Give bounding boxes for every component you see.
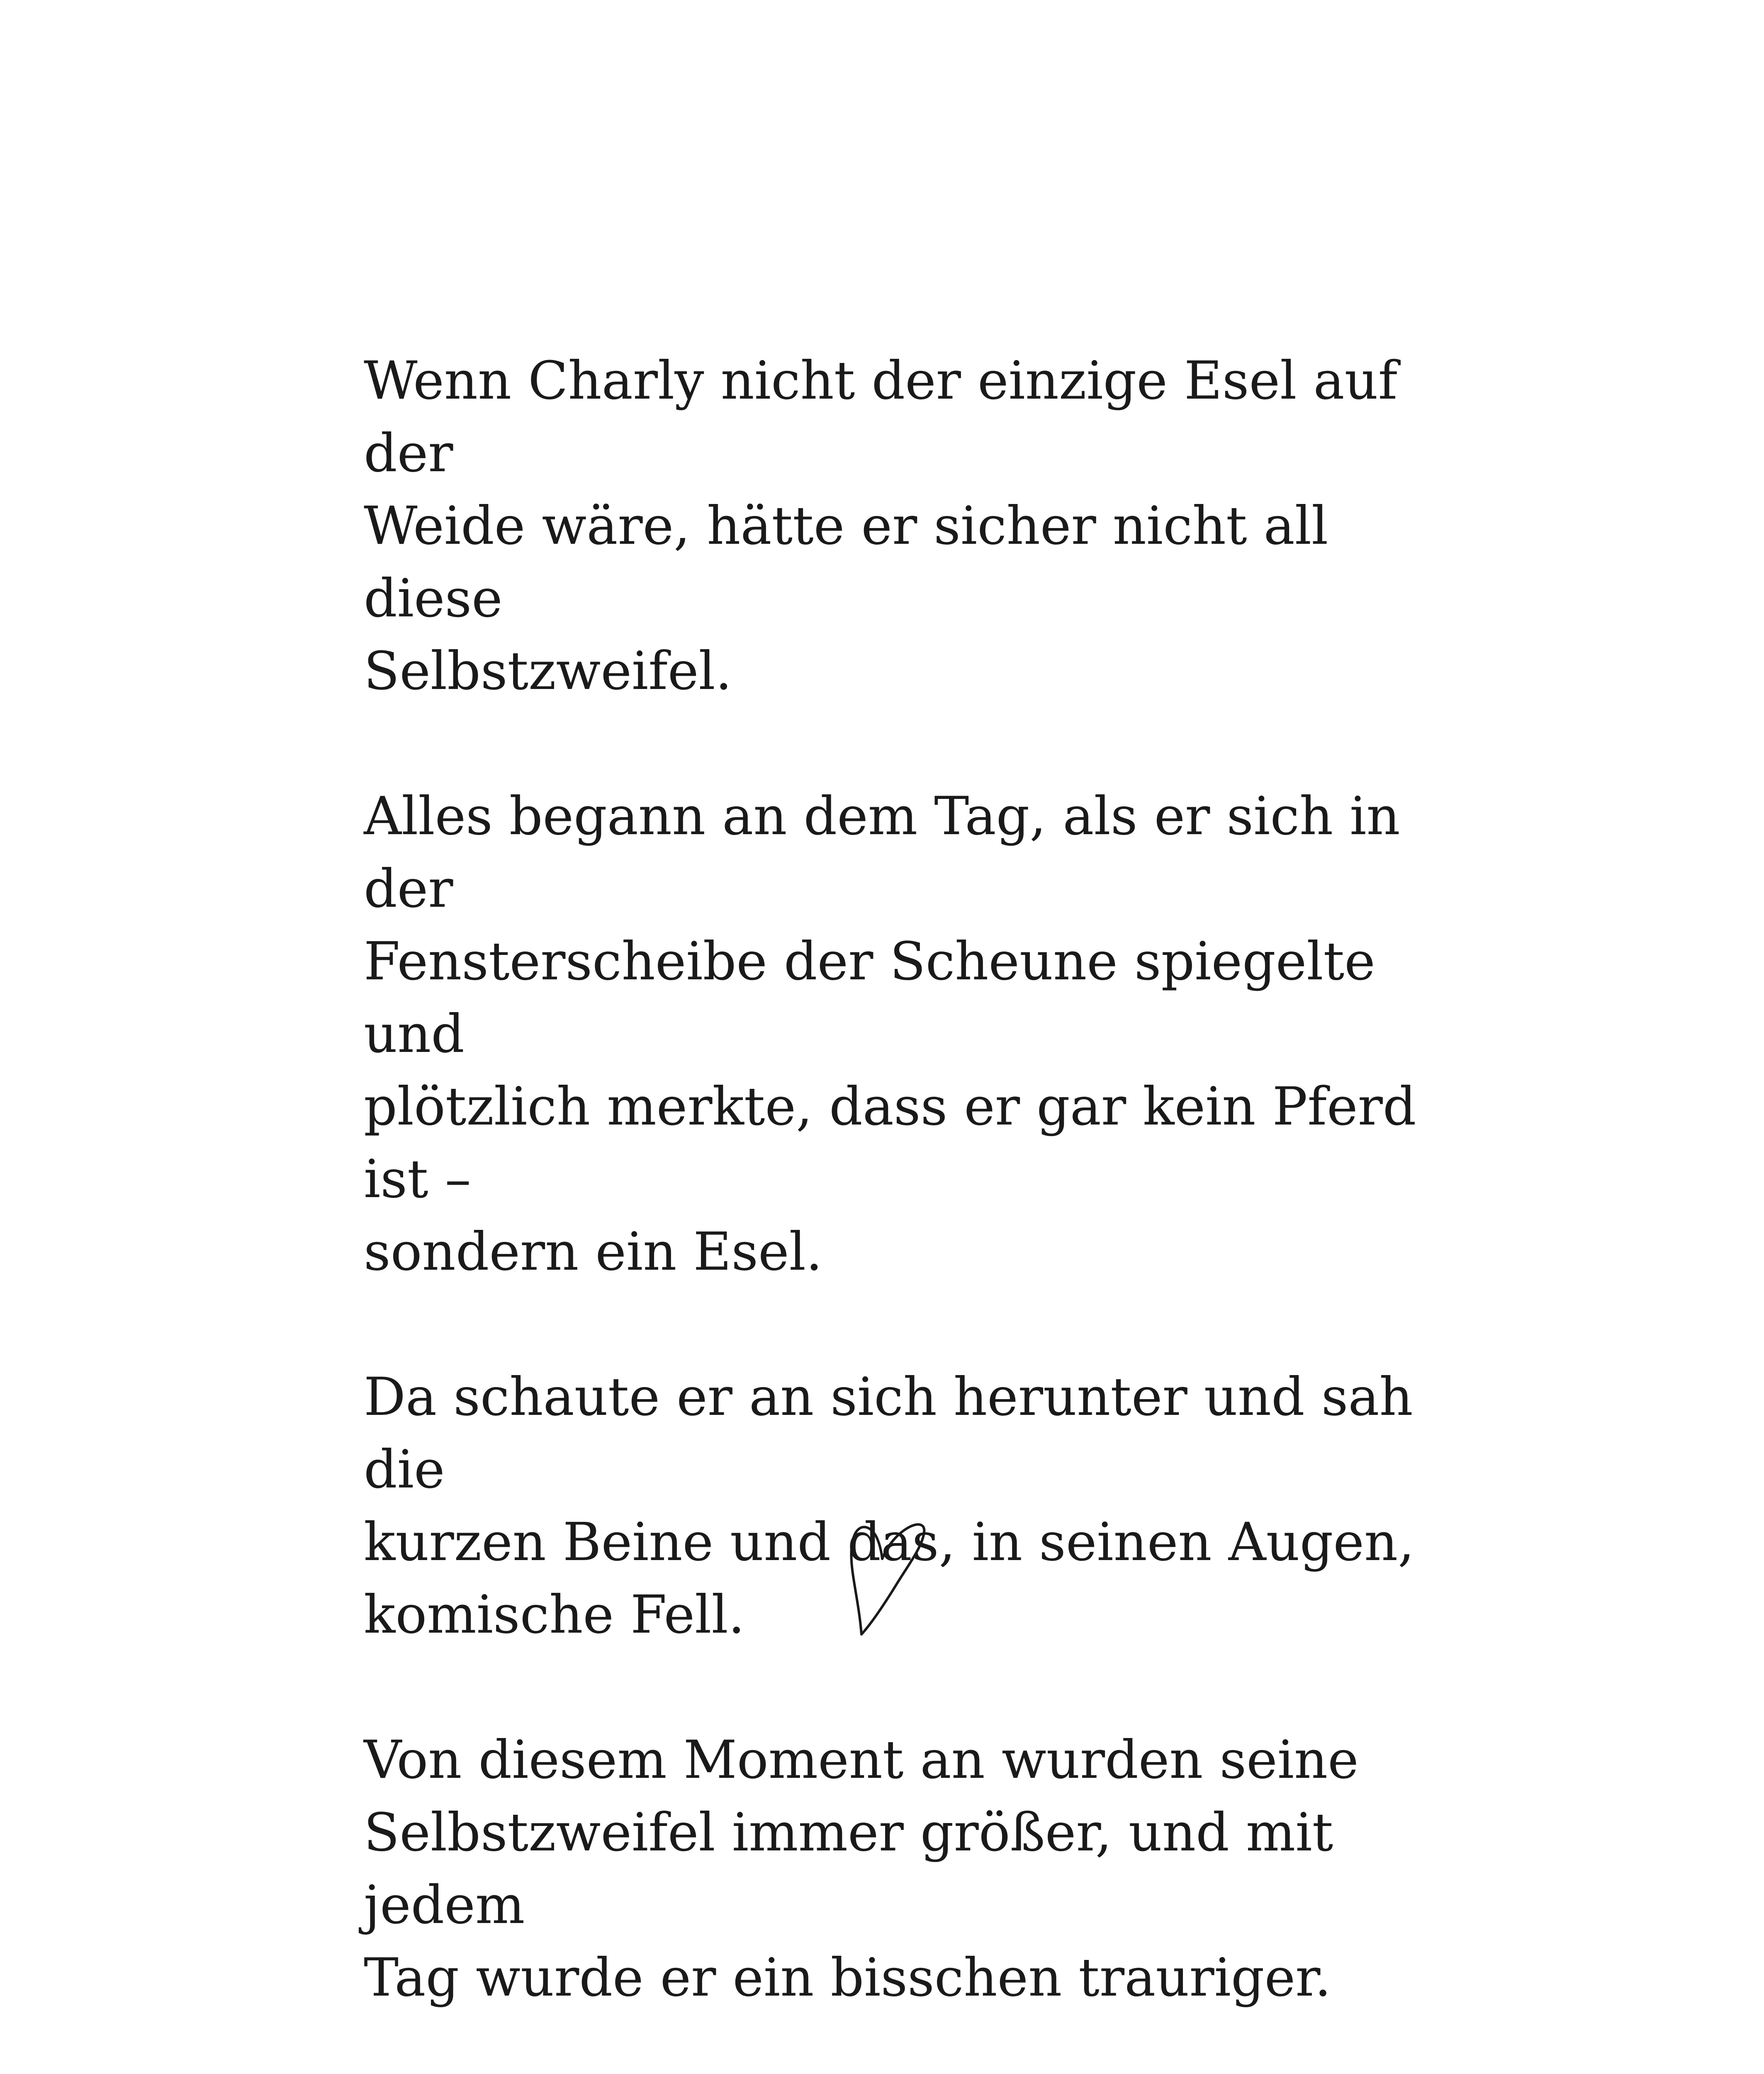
story-paragraph-4: Von diesem Moment an wurden seine Selbstzweifel immer größer, und mit jedem Tag wurde er ein bisschen trauriger. xyxy=(364,1729,1359,2008)
story-text xyxy=(364,344,1484,2014)
story-paragraph-1: Wenn Charly nicht der einzige Esel auf der Weide wäre, hätte er sicher nicht all diese Selbstzweifel. xyxy=(364,350,1398,701)
heart-icon xyxy=(848,1514,931,1638)
story-paragraph-2: Alles begann an dem Tag, als er sich in der Fensterscheibe der Scheune spiegelte und plötzlich merkte, dass er gar kein Pferd ist – sondern ein Esel. xyxy=(364,786,1416,1282)
story-paragraph-3: Da schaute er an sich herunter und sah die kurzen Beine und das, in seinen Augen, komische Fell. xyxy=(364,1366,1415,1645)
